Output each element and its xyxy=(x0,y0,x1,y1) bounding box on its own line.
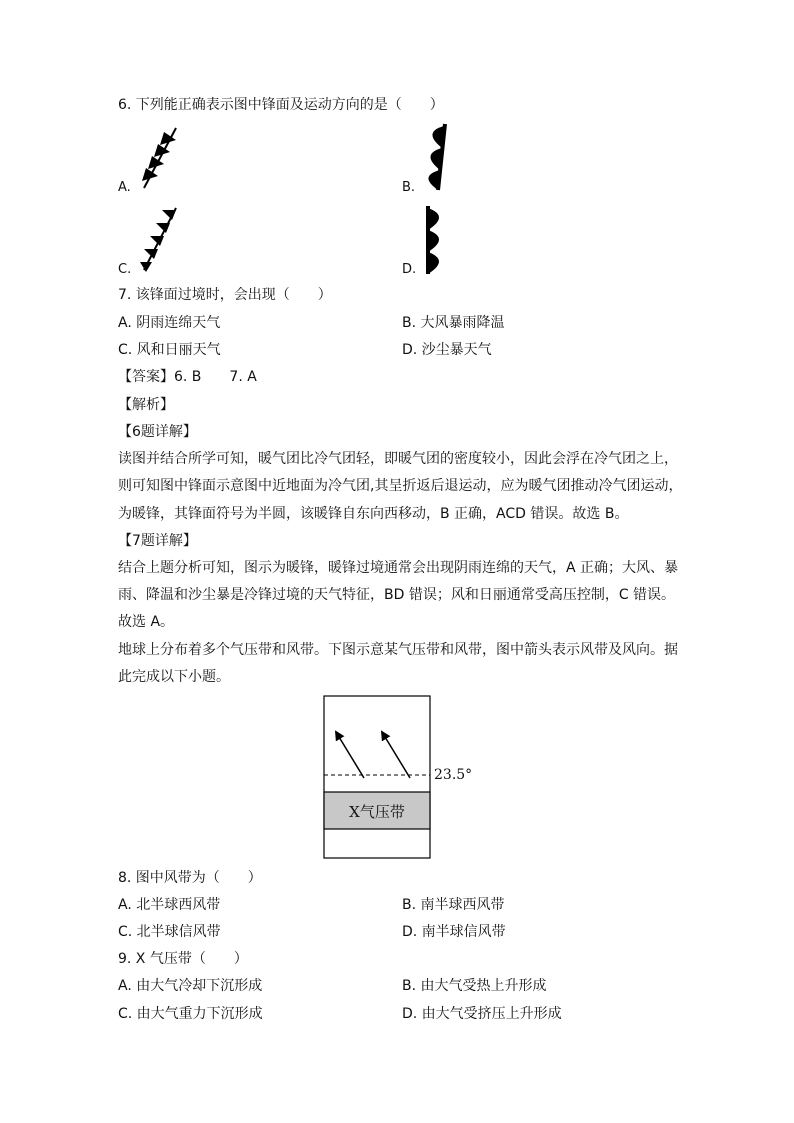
q7-detail-line: 雨、降温和沙尘暴是冷锋过境的天气特征，BD 错误；风和日丽通常受高压控制，C 错误。 xyxy=(118,587,676,603)
q6-detail-line: 读图并结合所学可知，暖气团比冷气团轻，即暖气团的密度较小，因此会浮在冷气团之上， xyxy=(118,451,678,467)
answer-line: 【答案】6. B 7. A xyxy=(118,369,257,385)
cold-front-symbol-a xyxy=(140,126,184,192)
q8-option-a: A. 北半球西风带 xyxy=(118,897,221,913)
q7-option-b: B. 大风暴雨降温 xyxy=(402,315,505,331)
q9-option-c: C. 由大气重力下沉形成 xyxy=(118,1006,263,1022)
q7-option-c: C. 风和日丽天气 xyxy=(118,342,221,358)
q6-detail-title: 【6题详解】 xyxy=(118,424,197,440)
intro-line: 地球上分布着多个气压带和风带。下图示意某气压带和风带，图中箭头表示风带及风向。据 xyxy=(118,642,678,658)
q6-option-b-label: B. xyxy=(402,180,416,195)
q6-detail-line: 则可知图中锋面示意图中近地面为冷气团,其呈折返后退运动，应为暖气团推动冷气团运动， xyxy=(118,478,683,494)
q7-detail-line: 故选 A。 xyxy=(118,614,175,630)
q7-option-d: D. 沙尘暴天气 xyxy=(402,342,492,358)
q9-option-b: B. 由大气受热上升形成 xyxy=(402,978,547,994)
q8-option-c: C. 北半球信风带 xyxy=(118,924,221,940)
q6-option-d-label: D. xyxy=(402,262,417,277)
warm-front-symbol-b xyxy=(420,122,450,194)
q6-option-c-label: C. xyxy=(118,262,132,277)
analysis-title: 【解析】 xyxy=(118,397,174,413)
q6-stem: 6. 下列能正确表示图中锋面及运动方向的是（ ） xyxy=(118,97,444,113)
q7-detail-line: 结合上题分析可知，图示为暖锋，暖锋过境通常会出现阴雨连绵的天气，A 正确；大风、暴 xyxy=(118,560,679,576)
q8-option-b: B. 南半球西风带 xyxy=(402,897,505,913)
q9-stem: 9. X 气压带（ ） xyxy=(118,951,248,967)
q6-detail-line: 为暖锋，其锋面符号为半圆，该暖锋自东向西移动，B 正确，ACD 错误。故选 B。 xyxy=(118,506,629,522)
pressure-wind-belt-diagram xyxy=(322,694,482,860)
diagram-frame xyxy=(324,696,430,858)
q8-option-d: D. 南半球信风带 xyxy=(402,924,506,940)
q9-option-a: A. 由大气冷却下沉形成 xyxy=(118,978,263,994)
latitude-label: 23.5° xyxy=(434,767,473,783)
warm-front-symbol-d xyxy=(420,204,450,276)
intro-line: 此完成以下小题。 xyxy=(118,669,230,685)
q8-stem: 8. 图中风带为（ ） xyxy=(118,870,262,886)
q9-option-d: D. 由大气受挤压上升形成 xyxy=(402,1006,562,1022)
q7-stem: 7. 该锋面过境时，会出现（ ） xyxy=(118,287,332,303)
cold-front-symbol-c xyxy=(140,206,184,274)
q6-option-a-label: A. xyxy=(118,180,131,195)
pressure-belt-label: X气压带 xyxy=(349,803,405,821)
q7-detail-title: 【7题详解】 xyxy=(118,533,197,549)
q7-option-a: A. 阴雨连绵天气 xyxy=(118,315,221,331)
